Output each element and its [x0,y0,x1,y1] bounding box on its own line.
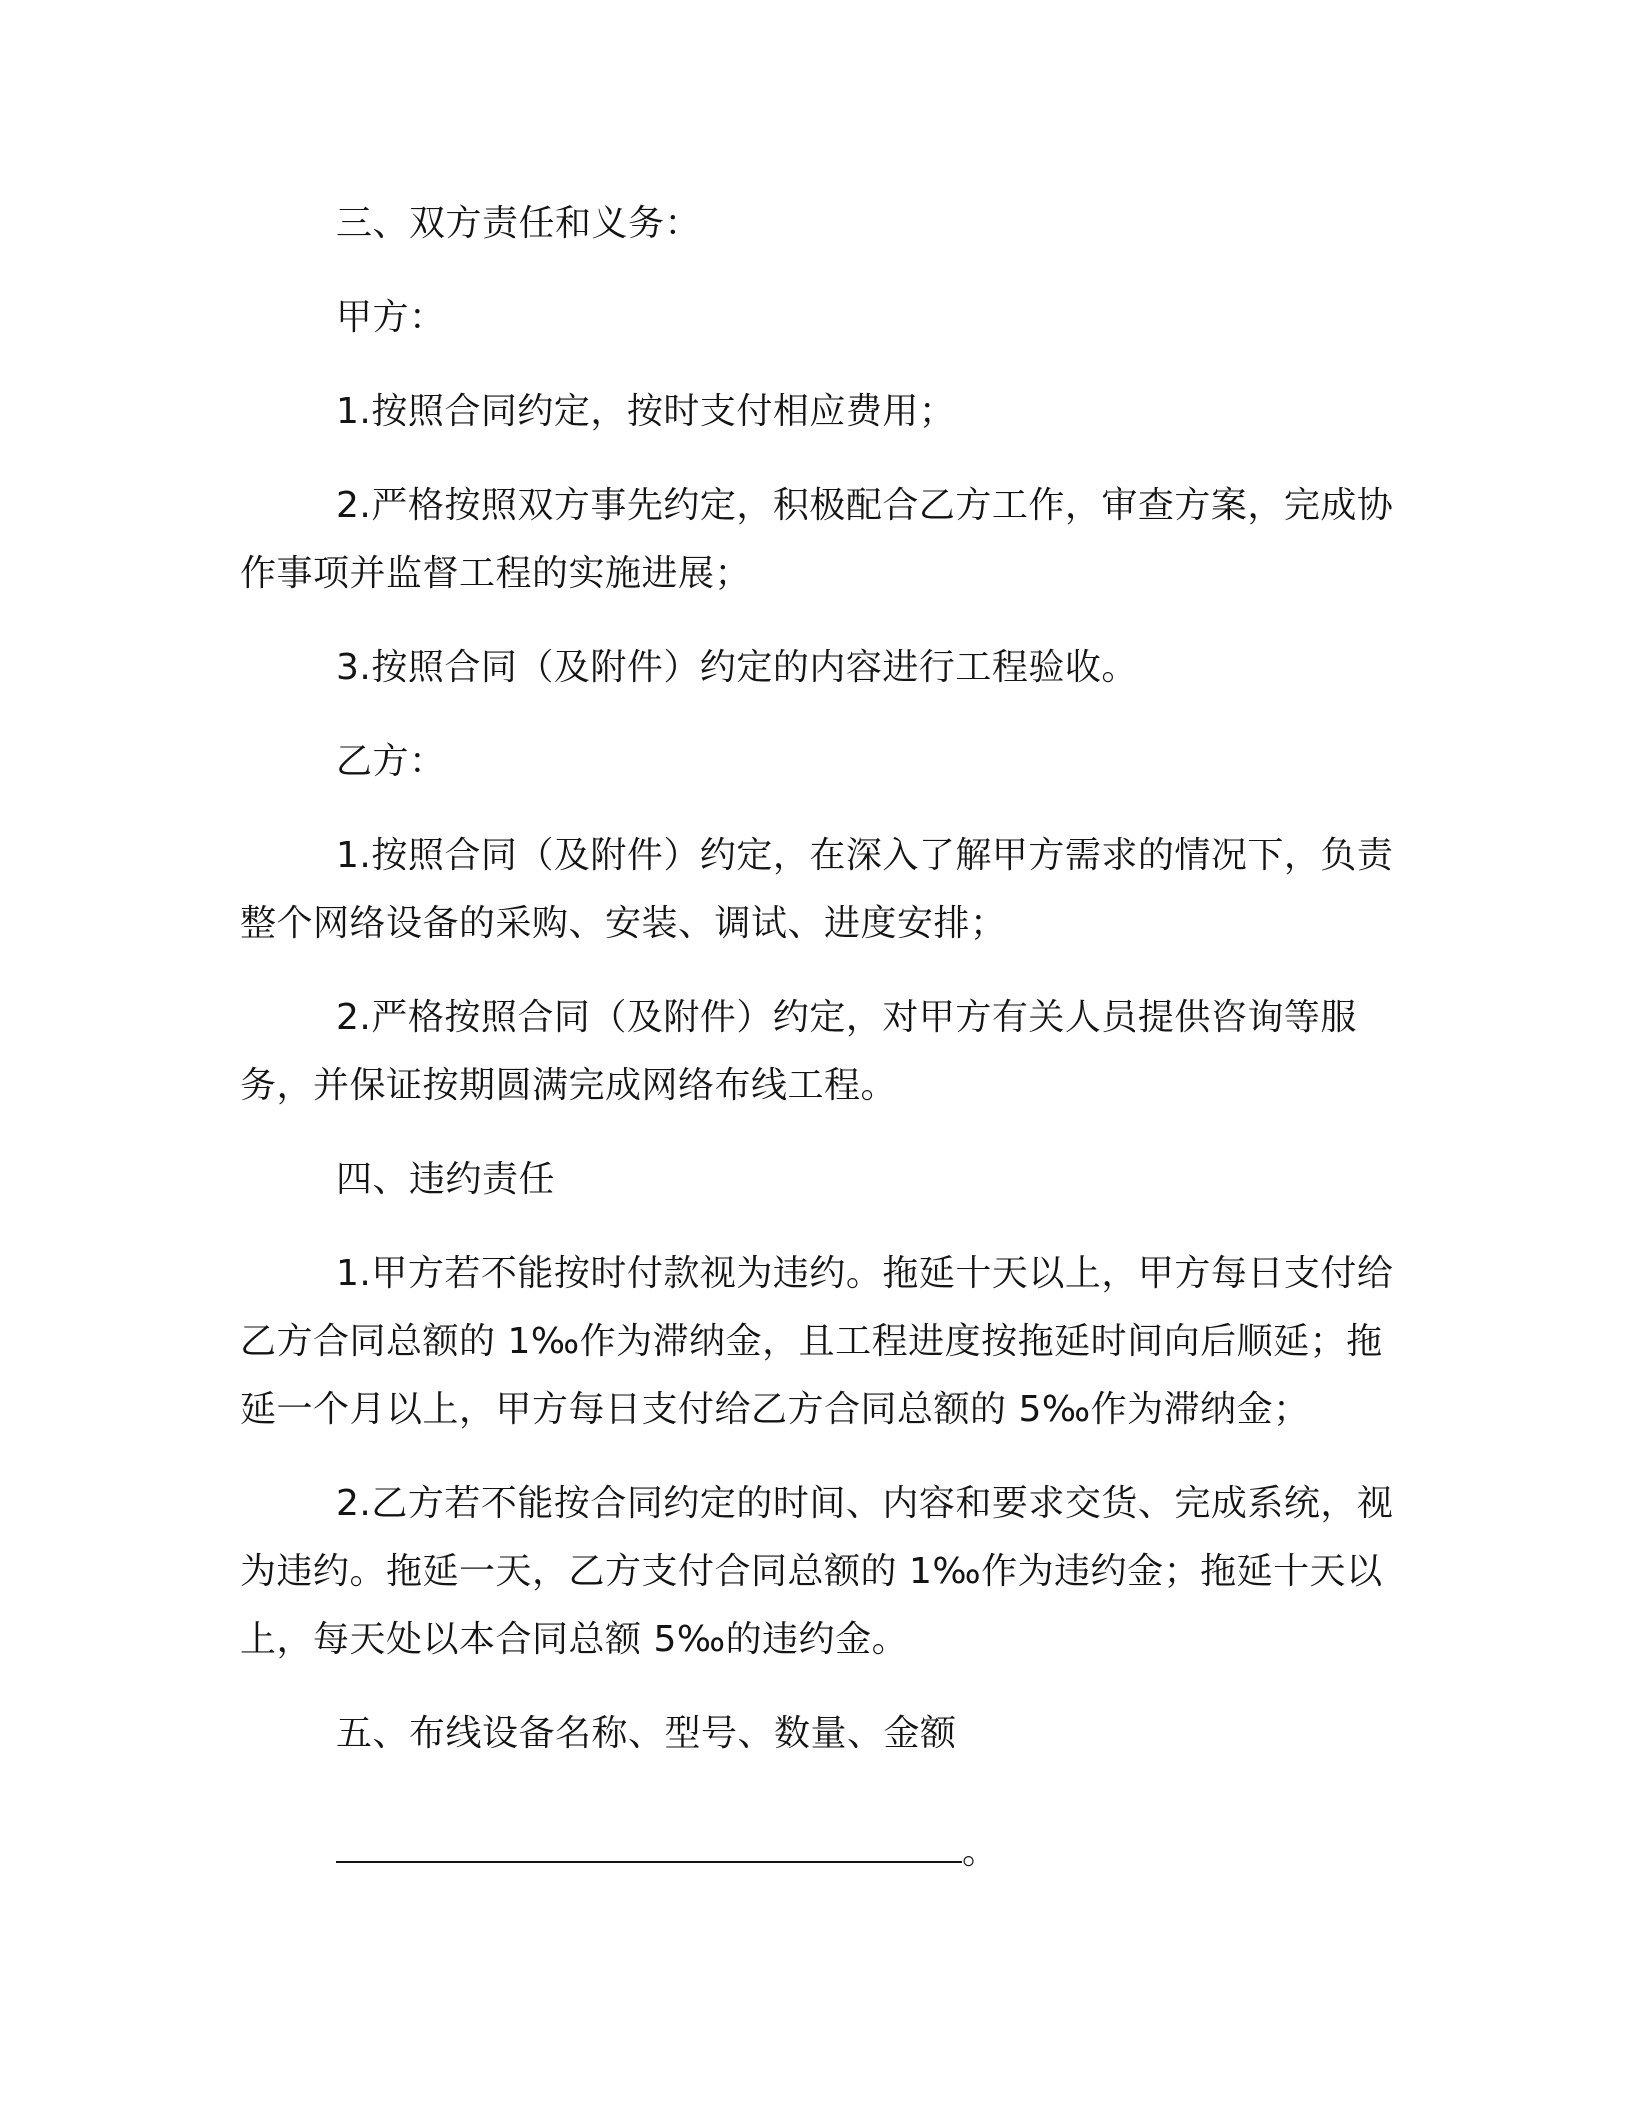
breach-item-2: 2.乙方若不能按合同约定的时间、内容和要求交货、完成系统，视为违约。拖延一天，乙方支付合同总额的 1‰作为违约金；拖延十天以上，每天处以本合同总额 5‰的违约金。 [240,1483,1394,1660]
blank-line-end-mark: 。 [962,1831,999,1872]
party-b-label: 乙方： [336,741,446,782]
party-b-item-2: 2.严格按照合同（及附件）约定，对甲方有关人员提供咨询等服务，并保证按期圆满完成网络布线工程。 [240,997,1357,1106]
party-b-item-1: 1.按照合同（及附件）约定，在深入了解甲方需求的情况下，负责整个网络设备的采购、安装、调试、进度安排； [240,835,1394,944]
fill-in-blank-line [240,1818,1400,1886]
section-5-heading: 五、布线设备名称、型号、数量、金额 [336,1713,957,1754]
section-4-heading: 四、违约责任 [336,1159,556,1200]
party-a-item-3: 3.按照合同（及附件）约定的内容进行工程验收。 [336,647,1138,688]
section-3-heading: 三、双方责任和义务： [336,203,702,244]
party-a-item-2: 2.严格按照双方事先约定，积极配合乙方工作，审查方案，完成协作事项并监督工程的实施进展； [240,485,1394,594]
document-body [240,190,1400,1886]
party-a-item-1: 1.按照合同约定，按时支付相应费用； [336,391,956,432]
blank-underline [336,1851,962,1863]
party-a-label: 甲方： [336,297,446,338]
breach-item-1: 1.甲方若不能按时付款视为违约。拖延十天以上，甲方每日支付给乙方合同总额的 1‰作为滞纳金，且工程进度按拖延时间向后顺延；拖延一个月以上，甲方每日支付给乙方合同总额的 5‰作为滞纳金； [240,1253,1394,1430]
